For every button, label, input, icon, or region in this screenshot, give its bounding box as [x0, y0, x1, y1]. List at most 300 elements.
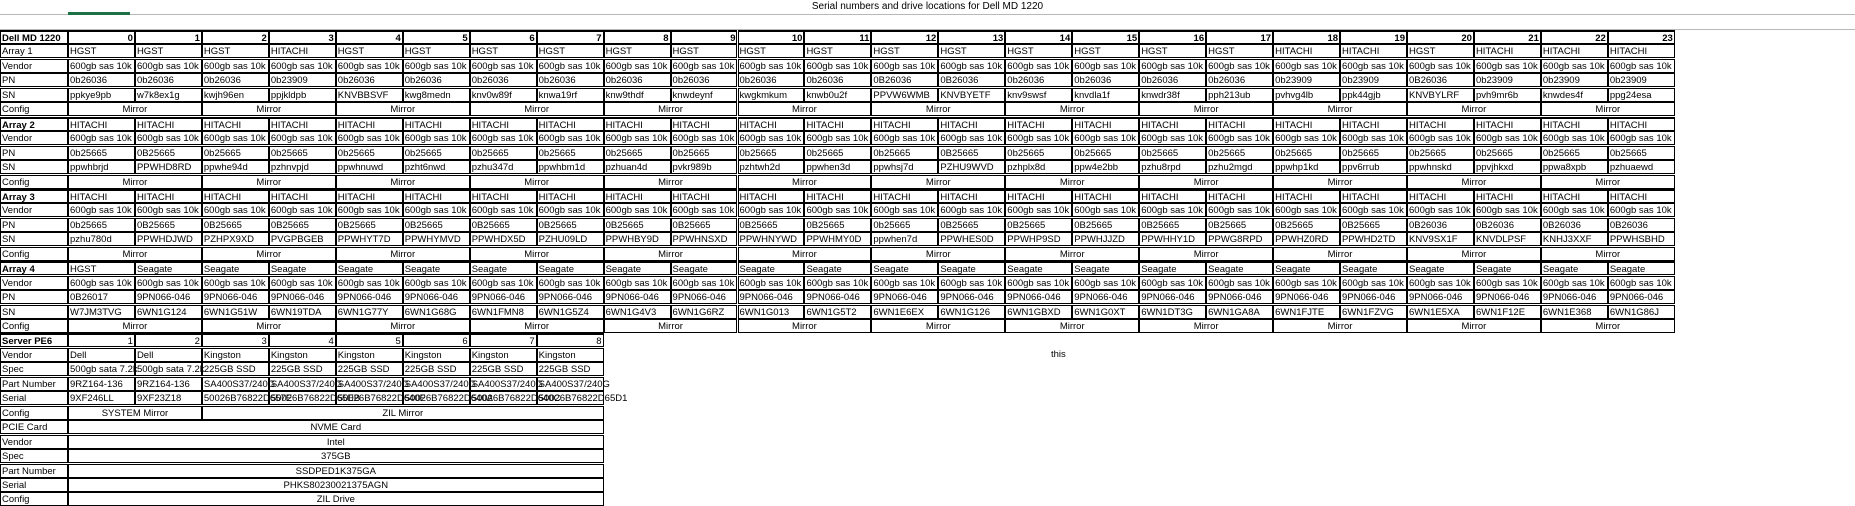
server-row-label-vendor[interactable]: Vendor: [0, 348, 68, 362]
drive-spec[interactable]: 600gb sas 10k: [1541, 131, 1608, 145]
note-cell[interactable]: this: [1051, 348, 1066, 360]
drive-part-number[interactable]: 0B25665: [938, 146, 1005, 160]
drive-vendor[interactable]: HITACHI: [336, 189, 403, 203]
drive-spec[interactable]: 600gb sas 10k: [1340, 59, 1407, 73]
array-label[interactable]: Array 3: [0, 189, 68, 203]
drive-spec[interactable]: 600gb sas 10k: [871, 131, 938, 145]
drive-part-number[interactable]: 0b25665: [1206, 146, 1273, 160]
drive-vendor[interactable]: HGST: [804, 44, 871, 58]
drive-spec[interactable]: 600gb sas 10k: [1474, 276, 1541, 290]
drive-part-number[interactable]: 0B25665: [604, 218, 671, 232]
pcie-value[interactable]: 375GB: [68, 449, 604, 463]
drive-vendor[interactable]: HITACHI: [202, 189, 269, 203]
drive-part-number[interactable]: 0b25665: [403, 146, 470, 160]
drive-spec[interactable]: 600gb sas 10k: [336, 131, 403, 145]
drive-serial[interactable]: knwa19rf: [537, 88, 604, 102]
drive-spec[interactable]: 600gb sas 10k: [269, 131, 336, 145]
drive-vendor[interactable]: Seagate: [470, 261, 537, 275]
server-serial-cell[interactable]: 9XF246LL: [68, 391, 135, 405]
drive-part-number[interactable]: 9PN066-046: [1407, 290, 1474, 304]
drive-spec[interactable]: 600gb sas 10k: [804, 276, 871, 290]
config-mirror[interactable]: Mirror: [202, 319, 336, 333]
drive-serial[interactable]: pzhnvpjd: [269, 160, 336, 174]
row-label-vendor[interactable]: Vendor: [0, 203, 68, 217]
bay-number-1[interactable]: 1: [135, 30, 202, 44]
drive-spec[interactable]: 600gb sas 10k: [1608, 131, 1675, 145]
server-serial-cell[interactable]: 50026B76822D640F: [337, 393, 426, 405]
drive-vendor[interactable]: HITACHI: [135, 117, 202, 131]
drive-vendor[interactable]: HGST: [1072, 44, 1139, 58]
server-spec-cell[interactable]: 500gb sata 7.2k: [70, 364, 138, 376]
drive-serial[interactable]: ppwhnuwd: [336, 160, 403, 174]
drive-part-number[interactable]: 0b25665: [871, 218, 938, 232]
drive-vendor[interactable]: HGST: [604, 44, 671, 58]
bay-number-13[interactable]: 13: [938, 30, 1005, 44]
drive-spec[interactable]: 600gb sas 10k: [269, 59, 336, 73]
drive-part-number[interactable]: 0B26017: [68, 290, 135, 304]
drive-serial[interactable]: 6WN1E368: [1541, 305, 1608, 319]
drive-part-number[interactable]: 0b25665: [1072, 146, 1139, 160]
drive-part-number[interactable]: 9PN066-046: [135, 290, 202, 304]
server-vendor-cell[interactable]: Kingston: [537, 348, 604, 362]
drive-part-number[interactable]: 0b26036: [537, 73, 604, 87]
drive-part-number[interactable]: 0b26036: [671, 73, 738, 87]
drive-vendor[interactable]: Seagate: [336, 261, 403, 275]
drive-spec[interactable]: 600gb sas 10k: [269, 276, 336, 290]
drive-vendor[interactable]: HGST: [537, 44, 604, 58]
server-part-cell[interactable]: SA400S37/240G: [203, 378, 276, 390]
drive-spec[interactable]: 600gb sas 10k: [1608, 276, 1675, 290]
drive-part-number[interactable]: 0b25665: [1340, 146, 1407, 160]
drive-serial[interactable]: 6WN1FMN8: [470, 305, 537, 319]
drive-serial[interactable]: PZHU09LD: [537, 232, 604, 246]
drive-spec[interactable]: 600gb sas 10k: [938, 131, 1005, 145]
bay-number-8[interactable]: 8: [604, 30, 671, 44]
drive-serial[interactable]: PPWHHY1D: [1139, 232, 1206, 246]
drive-vendor[interactable]: HITACHI: [135, 189, 202, 203]
bay-number-20[interactable]: 20: [1407, 30, 1474, 44]
drive-vendor[interactable]: HGST: [1139, 44, 1206, 58]
drive-vendor[interactable]: HGST: [336, 44, 403, 58]
drive-part-number[interactable]: 0b25665: [1541, 146, 1608, 160]
drive-serial[interactable]: PPWHP9SD: [1005, 232, 1072, 246]
pcie-label[interactable]: PCIE Card: [0, 420, 68, 434]
pcie-label[interactable]: Serial: [0, 478, 68, 492]
drive-vendor[interactable]: HGST: [871, 44, 938, 58]
drive-vendor[interactable]: HITACHI: [1072, 117, 1139, 131]
drive-spec[interactable]: 600gb sas 10k: [470, 203, 537, 217]
drive-part-number[interactable]: 9PN066-046: [1005, 290, 1072, 304]
drive-vendor[interactable]: Seagate: [537, 261, 604, 275]
drive-serial[interactable]: pzhuaewd: [1608, 160, 1675, 174]
server-bay-number[interactable]: 1: [68, 333, 135, 347]
drive-spec[interactable]: 600gb sas 10k: [1273, 59, 1340, 73]
server-bay-number[interactable]: 3: [202, 333, 269, 347]
drive-serial[interactable]: knvdla1f: [1072, 88, 1139, 102]
server-vendor-cell[interactable]: Kingston: [202, 348, 269, 362]
drive-part-number[interactable]: 9PN066-046: [269, 290, 336, 304]
drive-part-number[interactable]: 9PN066-046: [470, 290, 537, 304]
server-spec-cell[interactable]: 500gb sata 7.2k: [136, 364, 205, 376]
config-mirror[interactable]: Mirror: [1541, 102, 1675, 116]
drive-serial[interactable]: PVGPBGEB: [269, 232, 336, 246]
drive-spec[interactable]: 600gb sas 10k: [1608, 59, 1675, 73]
config-mirror[interactable]: Mirror: [68, 102, 202, 116]
drive-part-number[interactable]: 0B25665: [1072, 218, 1139, 232]
drive-part-number[interactable]: 0b25665: [1273, 146, 1340, 160]
drive-vendor[interactable]: HGST: [68, 44, 135, 58]
config-mirror[interactable]: Mirror: [1273, 175, 1407, 189]
drive-vendor[interactable]: HGST: [1407, 44, 1474, 58]
config-mirror[interactable]: Mirror: [1541, 175, 1675, 189]
drive-serial[interactable]: 6WN1G4V3: [604, 305, 671, 319]
drive-part-number[interactable]: 0B25665: [269, 218, 336, 232]
drive-spec[interactable]: 600gb sas 10k: [1273, 276, 1340, 290]
server-vendor-cell[interactable]: Kingston: [403, 348, 470, 362]
drive-vendor[interactable]: Seagate: [202, 261, 269, 275]
drive-serial[interactable]: 6WN1G013: [738, 305, 805, 319]
config-mirror[interactable]: Mirror: [336, 175, 470, 189]
drive-serial[interactable]: ppjkldpb: [269, 88, 336, 102]
drive-spec[interactable]: 600gb sas 10k: [1541, 203, 1608, 217]
drive-serial[interactable]: ppwhsj7d: [871, 160, 938, 174]
drive-spec[interactable]: 600gb sas 10k: [804, 59, 871, 73]
server-vendor-cell[interactable]: Kingston: [336, 348, 403, 362]
drive-spec[interactable]: 600gb sas 10k: [938, 59, 1005, 73]
drive-part-number[interactable]: 0b25665: [738, 146, 805, 160]
drive-serial[interactable]: knwdr38f: [1139, 88, 1206, 102]
config-mirror[interactable]: Mirror: [336, 247, 470, 261]
drive-part-number[interactable]: 9PN066-046: [1273, 290, 1340, 304]
drive-part-number[interactable]: 0b25665: [604, 146, 671, 160]
drive-vendor[interactable]: HITACHI: [1072, 189, 1139, 203]
drive-serial[interactable]: 6WN1FZVG: [1340, 305, 1407, 319]
server-vendor-cell[interactable]: Kingston: [269, 348, 336, 362]
drive-serial[interactable]: W7JM3TVG: [68, 305, 135, 319]
drive-serial[interactable]: 6WN1G5T2: [804, 305, 871, 319]
drive-part-number[interactable]: 0B26036: [938, 73, 1005, 87]
server-serial-cell[interactable]: 50026B76822D65EB: [270, 393, 361, 405]
drive-vendor[interactable]: HITACHI: [1206, 189, 1273, 203]
drive-spec[interactable]: 600gb sas 10k: [1407, 276, 1474, 290]
drive-spec[interactable]: 600gb sas 10k: [1206, 131, 1273, 145]
drive-part-number[interactable]: 0B25665: [1273, 218, 1340, 232]
drive-serial[interactable]: PPWHYMVD: [403, 232, 470, 246]
drive-part-number[interactable]: 0B25665: [938, 218, 1005, 232]
drive-serial[interactable]: pzhtwh2d: [738, 160, 805, 174]
drive-spec[interactable]: 600gb sas 10k: [202, 276, 269, 290]
drive-part-number[interactable]: 9PN066-046: [671, 290, 738, 304]
drive-serial[interactable]: ppvjhkxd: [1474, 160, 1541, 174]
drive-spec[interactable]: 600gb sas 10k: [202, 59, 269, 73]
drive-vendor[interactable]: HGST: [938, 44, 1005, 58]
config-mirror[interactable]: Mirror: [1273, 319, 1407, 333]
drive-part-number[interactable]: 9PN066-046: [1541, 290, 1608, 304]
drive-serial[interactable]: pvhvg4lb: [1273, 88, 1340, 102]
server-spec-cell[interactable]: 225GB SSD: [470, 362, 537, 376]
server-part-cell[interactable]: 9RZ164-136: [68, 377, 135, 391]
drive-vendor[interactable]: HITACHI: [938, 117, 1005, 131]
drive-serial[interactable]: knv9swsf: [1005, 88, 1072, 102]
drive-spec[interactable]: 600gb sas 10k: [1541, 59, 1608, 73]
drive-spec[interactable]: 600gb sas 10k: [1072, 59, 1139, 73]
drive-part-number[interactable]: 0b25665: [470, 146, 537, 160]
row-label-config[interactable]: Config: [0, 102, 68, 116]
bay-number-19[interactable]: 19: [1340, 30, 1407, 44]
drive-vendor[interactable]: HITACHI: [1474, 189, 1541, 203]
drive-vendor[interactable]: HITACHI: [403, 117, 470, 131]
drive-spec[interactable]: 600gb sas 10k: [1407, 59, 1474, 73]
drive-serial[interactable]: ppk44gjb: [1340, 88, 1407, 102]
drive-serial[interactable]: 6WN1G126: [938, 305, 1005, 319]
drive-serial[interactable]: knv0w89f: [470, 88, 537, 102]
config-mirror[interactable]: Mirror: [68, 247, 202, 261]
drive-vendor[interactable]: HITACHI: [68, 189, 135, 203]
server-serial-cell[interactable]: 50026B76822D65D1: [538, 393, 628, 405]
drive-part-number[interactable]: 0b25665: [537, 146, 604, 160]
config-mirror[interactable]: Mirror: [1005, 247, 1139, 261]
drive-vendor[interactable]: HGST: [738, 44, 805, 58]
drive-vendor[interactable]: HITACHI: [1340, 44, 1407, 58]
row-label-sn[interactable]: SN: [0, 305, 68, 319]
drive-serial[interactable]: KNVBYLRF: [1407, 88, 1474, 102]
config-mirror[interactable]: Mirror: [1139, 247, 1273, 261]
row-label-vendor[interactable]: Vendor: [0, 59, 68, 73]
drive-serial[interactable]: 6WN1G86J: [1608, 305, 1675, 319]
drive-part-number[interactable]: 0B25665: [470, 218, 537, 232]
drive-spec[interactable]: 600gb sas 10k: [871, 203, 938, 217]
drive-vendor[interactable]: HITACHI: [871, 189, 938, 203]
server-bay-number[interactable]: 6: [403, 333, 470, 347]
drive-vendor[interactable]: Seagate: [1072, 261, 1139, 275]
drive-part-number[interactable]: 9PN066-046: [1608, 290, 1675, 304]
drive-serial[interactable]: PPWHNSXD: [671, 232, 738, 246]
drive-serial[interactable]: PPWHNYWD: [738, 232, 805, 246]
row-label-pn[interactable]: PN: [0, 218, 68, 232]
drive-part-number[interactable]: 0b26036: [1072, 73, 1139, 87]
drive-spec[interactable]: 600gb sas 10k: [604, 131, 671, 145]
drive-serial[interactable]: pzhu347d: [470, 160, 537, 174]
drive-serial[interactable]: PPWHD2TD: [1340, 232, 1407, 246]
drive-vendor[interactable]: HITACHI: [537, 117, 604, 131]
drive-serial[interactable]: 6WN1G6RZ: [671, 305, 738, 319]
server-part-cell[interactable]: SA400S37/240G: [471, 378, 543, 390]
drive-serial[interactable]: PPWHJJZD: [1072, 232, 1139, 246]
drive-vendor[interactable]: HITACHI: [871, 117, 938, 131]
drive-vendor[interactable]: HITACHI: [1474, 44, 1541, 58]
drive-spec[interactable]: 600gb sas 10k: [269, 203, 336, 217]
drive-part-number[interactable]: 0b26036: [68, 73, 135, 87]
drive-spec[interactable]: 600gb sas 10k: [938, 276, 1005, 290]
drive-serial[interactable]: 6WN19TDA: [269, 305, 336, 319]
server-row-label-part[interactable]: Part Number: [0, 377, 68, 391]
config-mirror[interactable]: Mirror: [1407, 102, 1541, 116]
drive-vendor[interactable]: HITACHI: [403, 189, 470, 203]
drive-spec[interactable]: 600gb sas 10k: [1273, 203, 1340, 217]
server-spec-cell[interactable]: 225GB SSD: [336, 362, 403, 376]
drive-vendor[interactable]: HITACHI: [1273, 189, 1340, 203]
drive-vendor[interactable]: HITACHI: [336, 117, 403, 131]
drive-part-number[interactable]: 0B25665: [336, 218, 403, 232]
drive-serial[interactable]: 6WN1GA8A: [1206, 305, 1273, 319]
drive-spec[interactable]: 600gb sas 10k: [938, 203, 1005, 217]
drive-serial[interactable]: 6WN1E6EX: [871, 305, 938, 319]
config-mirror[interactable]: Mirror: [871, 319, 1005, 333]
config-mirror[interactable]: Mirror: [336, 319, 470, 333]
drive-part-number[interactable]: 0B25665: [537, 218, 604, 232]
drive-vendor[interactable]: HITACHI: [1340, 117, 1407, 131]
bay-number-23[interactable]: 23: [1608, 30, 1675, 44]
drive-part-number[interactable]: 0b25665: [68, 146, 135, 160]
config-mirror[interactable]: Mirror: [1005, 319, 1139, 333]
drive-spec[interactable]: 600gb sas 10k: [1206, 59, 1273, 73]
drive-serial[interactable]: PPWHBY9D: [604, 232, 671, 246]
config-mirror[interactable]: Mirror: [871, 247, 1005, 261]
config-mirror[interactable]: Mirror: [470, 319, 604, 333]
server-part-cell[interactable]: SA400S37/240G: [404, 378, 477, 390]
drive-vendor[interactable]: HITACHI: [1541, 189, 1608, 203]
config-mirror[interactable]: Mirror: [1407, 319, 1541, 333]
drive-part-number[interactable]: 9PN066-046: [938, 290, 1005, 304]
drive-vendor[interactable]: Seagate: [1407, 261, 1474, 275]
drive-spec[interactable]: 600gb sas 10k: [1005, 276, 1072, 290]
drive-vendor[interactable]: HITACHI: [738, 189, 805, 203]
drive-part-number[interactable]: 0b25665: [269, 146, 336, 160]
drive-part-number[interactable]: 9PN066-046: [336, 290, 403, 304]
drive-part-number[interactable]: 0b26036: [1005, 73, 1072, 87]
config-mirror[interactable]: Mirror: [1005, 175, 1139, 189]
drive-serial[interactable]: 6WN1DT3G: [1139, 305, 1206, 319]
drive-spec[interactable]: 600gb sas 10k: [1474, 203, 1541, 217]
drive-part-number[interactable]: 0b26036: [470, 73, 537, 87]
drive-serial[interactable]: pzhplx8d: [1005, 160, 1072, 174]
drive-spec[interactable]: 600gb sas 10k: [1474, 131, 1541, 145]
drive-serial[interactable]: ppwhen3d: [804, 160, 871, 174]
drive-part-number[interactable]: 0b25665: [804, 146, 871, 160]
drive-serial[interactable]: kwjh96en: [202, 88, 269, 102]
config-mirror[interactable]: Mirror: [1541, 247, 1675, 261]
array-label[interactable]: Array 1: [0, 44, 68, 58]
drive-spec[interactable]: 600gb sas 10k: [738, 276, 805, 290]
drive-serial[interactable]: ppw4e2bb: [1072, 160, 1139, 174]
drive-spec[interactable]: 600gb sas 10k: [1541, 276, 1608, 290]
bay-number-17[interactable]: 17: [1206, 30, 1273, 44]
drive-part-number[interactable]: 0b26036: [403, 73, 470, 87]
drive-spec[interactable]: 600gb sas 10k: [671, 59, 738, 73]
drive-serial[interactable]: 6WN1G0XT: [1072, 305, 1139, 319]
drive-vendor[interactable]: HITACHI: [1139, 117, 1206, 131]
drive-spec[interactable]: 600gb sas 10k: [804, 203, 871, 217]
server-vendor-cell[interactable]: Dell: [135, 348, 202, 362]
row-label-vendor[interactable]: Vendor: [0, 276, 68, 290]
drive-serial[interactable]: 6WN1GBXD: [1005, 305, 1072, 319]
drive-part-number[interactable]: 0b23909: [1474, 73, 1541, 87]
config-mirror[interactable]: Mirror: [470, 175, 604, 189]
drive-spec[interactable]: 600gb sas 10k: [871, 59, 938, 73]
drive-spec[interactable]: 600gb sas 10k: [1139, 59, 1206, 73]
drive-part-number[interactable]: 9PN066-046: [1072, 290, 1139, 304]
drive-serial[interactable]: pph213ub: [1206, 88, 1273, 102]
drive-vendor[interactable]: HITACHI: [1608, 44, 1675, 58]
drive-serial[interactable]: pvkr989b: [671, 160, 738, 174]
drive-serial[interactable]: PPWHD8RD: [135, 160, 202, 174]
drive-spec[interactable]: 600gb sas 10k: [336, 203, 403, 217]
drive-vendor[interactable]: Seagate: [1340, 261, 1407, 275]
config-system-mirror[interactable]: SYSTEM Mirror: [68, 406, 202, 420]
drive-part-number[interactable]: 0B26036: [1407, 73, 1474, 87]
row-label-sn[interactable]: SN: [0, 88, 68, 102]
drive-part-number[interactable]: 0B25665: [671, 218, 738, 232]
array-label[interactable]: Array 2: [0, 117, 68, 131]
drive-part-number[interactable]: 0b25665: [1608, 146, 1675, 160]
drive-part-number[interactable]: 0b23909: [1273, 73, 1340, 87]
drive-part-number[interactable]: 0B26036: [1407, 218, 1474, 232]
drive-serial[interactable]: pzht6nwd: [403, 160, 470, 174]
drive-vendor[interactable]: Seagate: [403, 261, 470, 275]
drive-spec[interactable]: 600gb sas 10k: [68, 276, 135, 290]
bay-number-6[interactable]: 6: [470, 30, 537, 44]
drive-part-number[interactable]: 0b26036: [336, 73, 403, 87]
drive-spec[interactable]: 600gb sas 10k: [135, 131, 202, 145]
server-spec-cell[interactable]: 225GB SSD: [202, 362, 269, 376]
bay-number-9[interactable]: 9: [671, 30, 738, 44]
row-label-pn[interactable]: PN: [0, 290, 68, 304]
config-mirror[interactable]: Mirror: [738, 247, 872, 261]
drive-spec[interactable]: 600gb sas 10k: [68, 59, 135, 73]
drive-vendor[interactable]: HITACHI: [671, 189, 738, 203]
drive-serial[interactable]: 6WN1FJTE: [1273, 305, 1340, 319]
drive-serial[interactable]: knwdes4f: [1541, 88, 1608, 102]
config-mirror[interactable]: Mirror: [738, 319, 872, 333]
drive-spec[interactable]: 600gb sas 10k: [1340, 131, 1407, 145]
server-bay-number[interactable]: 4: [269, 333, 336, 347]
drive-serial[interactable]: kwg8medn: [403, 88, 470, 102]
server-spec-cell[interactable]: 225GB SSD: [269, 362, 336, 376]
server-spec-cell[interactable]: 225GB SSD: [403, 362, 470, 376]
drive-part-number[interactable]: 0B26036: [1474, 218, 1541, 232]
drive-serial[interactable]: pzhu780d: [68, 232, 135, 246]
drive-vendor[interactable]: Seagate: [135, 261, 202, 275]
drive-spec[interactable]: 600gb sas 10k: [738, 59, 805, 73]
drive-vendor[interactable]: Seagate: [1005, 261, 1072, 275]
drive-serial[interactable]: ppwhbm1d: [537, 160, 604, 174]
config-mirror[interactable]: Mirror: [68, 319, 202, 333]
drive-serial[interactable]: ppv6rrub: [1340, 160, 1407, 174]
drive-part-number[interactable]: 0B26036: [1541, 218, 1608, 232]
drive-vendor[interactable]: Seagate: [1273, 261, 1340, 275]
drive-vendor[interactable]: HITACHI: [470, 117, 537, 131]
pcie-label[interactable]: Part Number: [0, 464, 68, 478]
drive-part-number[interactable]: 0B25665: [202, 218, 269, 232]
drive-vendor[interactable]: HITACHI: [604, 117, 671, 131]
drive-serial[interactable]: 6WN1G68G: [403, 305, 470, 319]
drive-part-number[interactable]: 0b26036: [738, 73, 805, 87]
drive-vendor[interactable]: HITACHI: [804, 117, 871, 131]
drive-serial[interactable]: KNVBYETF: [938, 88, 1005, 102]
drive-spec[interactable]: 600gb sas 10k: [871, 276, 938, 290]
drive-serial[interactable]: ppwhbrjd: [68, 160, 135, 174]
drive-spec[interactable]: 600gb sas 10k: [68, 203, 135, 217]
drive-vendor[interactable]: HITACHI: [1407, 189, 1474, 203]
config-mirror[interactable]: Mirror: [1139, 319, 1273, 333]
drive-vendor[interactable]: HGST: [403, 44, 470, 58]
drive-part-number[interactable]: 0B25665: [1005, 218, 1072, 232]
server-bay-number[interactable]: 5: [336, 333, 403, 347]
drive-vendor[interactable]: HITACHI: [1340, 189, 1407, 203]
drive-vendor[interactable]: HITACHI: [1541, 44, 1608, 58]
drive-spec[interactable]: 600gb sas 10k: [537, 59, 604, 73]
bay-number-10[interactable]: 10: [738, 30, 805, 44]
